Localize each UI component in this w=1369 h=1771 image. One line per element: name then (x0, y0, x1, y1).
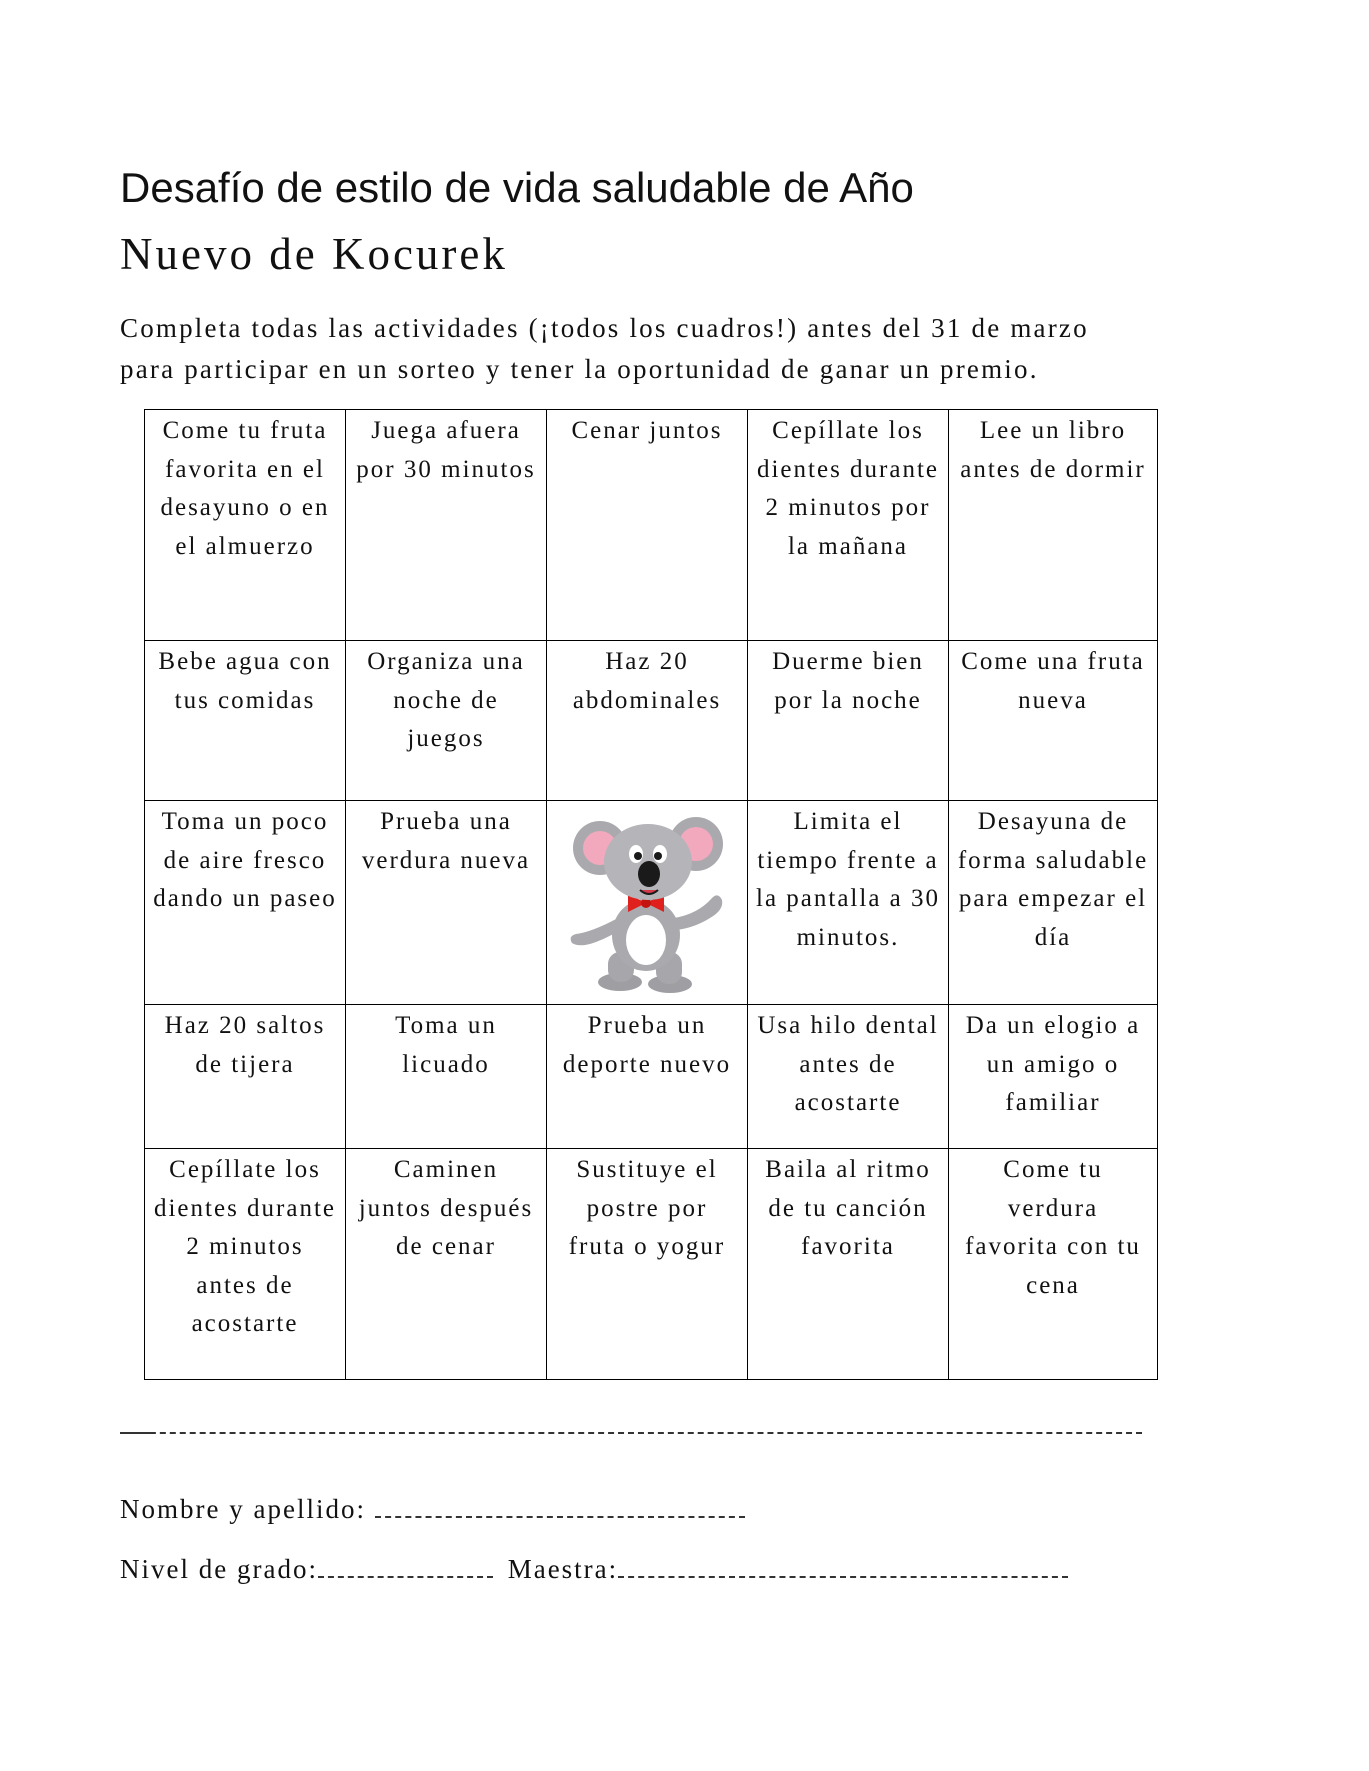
bingo-cell-text: Organiza una noche de juegos (367, 648, 525, 752)
bingo-cell[interactable] (949, 1005, 1158, 1149)
name-row (120, 1491, 745, 1527)
bingo-cell[interactable] (748, 410, 949, 641)
bingo-card (144, 409, 1158, 1380)
bingo-cell[interactable] (346, 1149, 547, 1380)
page-title: Desafío de estilo de vida saludable de Año (120, 164, 914, 211)
bingo-cell-text: Cepíllate los dientes durante 2 minutos por la mañana (756, 417, 940, 560)
bingo-cell-text: Usa hilo dental antes de acostarte (757, 1012, 939, 1116)
bingo-cell-text: Toma un poco de aire fresco dando un paseo (153, 808, 337, 912)
bingo-cell[interactable] (748, 1149, 949, 1380)
bingo-cell-text: Toma un licuado (395, 1012, 497, 1078)
bingo-cell-text: Juega afuera por 30 minutos (356, 417, 536, 483)
page-title-continued: Nuevo de Kocurek (120, 229, 508, 279)
bingo-cell[interactable] (145, 641, 346, 801)
koala-mascot-icon (562, 810, 732, 995)
bingo-cell[interactable] (346, 410, 547, 641)
instructions-line-2: para participar en un sorteo y tener la oportunidad de ganar un premio. (120, 354, 1039, 384)
bingo-cell-text: Prueba un deporte nuevo (562, 1012, 732, 1078)
bingo-cell[interactable] (949, 641, 1158, 801)
bingo-cell[interactable] (547, 641, 748, 801)
bingo-row-5 (145, 1149, 1158, 1380)
instructions (120, 308, 1089, 390)
bingo-cell-text: Cepíllate los dientes durante 2 minutos antes de acostarte (153, 1156, 337, 1337)
name-field[interactable] (375, 1492, 745, 1518)
bingo-cell[interactable] (145, 410, 346, 641)
grade-label: Nivel de grado: (120, 1554, 318, 1584)
bingo-cell-text: Bebe agua con tus comidas (158, 648, 332, 714)
bingo-cell-text: Sustituye el postre por fruta o yogur (568, 1156, 726, 1260)
bingo-cell-text: Haz 20 saltos de tijera (164, 1012, 326, 1078)
bingo-cell[interactable] (949, 410, 1158, 641)
bingo-cell[interactable] (949, 1149, 1158, 1380)
bingo-cell-text: Caminen juntos después de cenar (358, 1156, 534, 1260)
bingo-cell[interactable] (949, 801, 1158, 1005)
bingo-cell-text: Come tu verdura favorita con tu cena (965, 1156, 1141, 1299)
teacher-label: Maestra: (507, 1554, 619, 1584)
bingo-cell[interactable] (145, 1149, 346, 1380)
bingo-cell[interactable] (748, 641, 949, 801)
bingo-cell[interactable] (748, 801, 949, 1005)
bingo-cell[interactable] (547, 1005, 748, 1149)
bingo-row-1 (145, 410, 1158, 641)
bingo-cell[interactable] (346, 801, 547, 1005)
bingo-cell-text: Limita el tiempo frente a la pantalla a 30 minutos. (756, 808, 941, 951)
bingo-cell[interactable] (547, 410, 748, 641)
grade-field[interactable] (318, 1552, 493, 1578)
bingo-cell-text: Lee un libro antes de dormir (960, 417, 1146, 483)
bingo-row-4 (145, 1005, 1158, 1149)
bingo-cell[interactable] (748, 1005, 949, 1149)
bingo-cell-text: Da un elogio a un amigo o familiar (965, 1012, 1141, 1116)
bingo-cell-text: Come una fruta nueva (961, 648, 1145, 714)
bingo-row-2 (145, 641, 1158, 801)
bingo-cell-text: Duerme bien por la noche (772, 648, 924, 714)
bingo-cell[interactable] (547, 1149, 748, 1380)
instructions-line-1: Completa todas las actividades (¡todos los cuadros!) antes del 31 de marzo (120, 313, 1089, 343)
bingo-cell-text: Baila al ritmo de tu canción favorita (765, 1156, 931, 1260)
bingo-cell-text: Haz 20 abdominales (572, 648, 722, 714)
bingo-cell[interactable] (145, 801, 346, 1005)
bingo-cell-text: Cenar juntos (571, 417, 723, 444)
cut-line-start (120, 1432, 150, 1434)
bingo-cell-text: Prueba una verdura nueva (361, 808, 531, 874)
bingo-cell-text: Come tu fruta favorita en el desayuno o en el almuerzo (160, 417, 330, 560)
bingo-cell-text: Desayuna de forma saludable para empezar el día (957, 808, 1149, 951)
name-label: Nombre y apellido: (120, 1494, 366, 1524)
teacher-field[interactable] (618, 1552, 1068, 1578)
bingo-cell[interactable] (145, 1005, 346, 1149)
bingo-cell[interactable] (346, 1005, 547, 1149)
bingo-row-3 (145, 801, 1158, 1005)
cut-line (120, 1432, 1142, 1434)
bingo-cell[interactable] (346, 641, 547, 801)
bingo-free-space (547, 801, 748, 1005)
grade-teacher-row (120, 1551, 1068, 1587)
